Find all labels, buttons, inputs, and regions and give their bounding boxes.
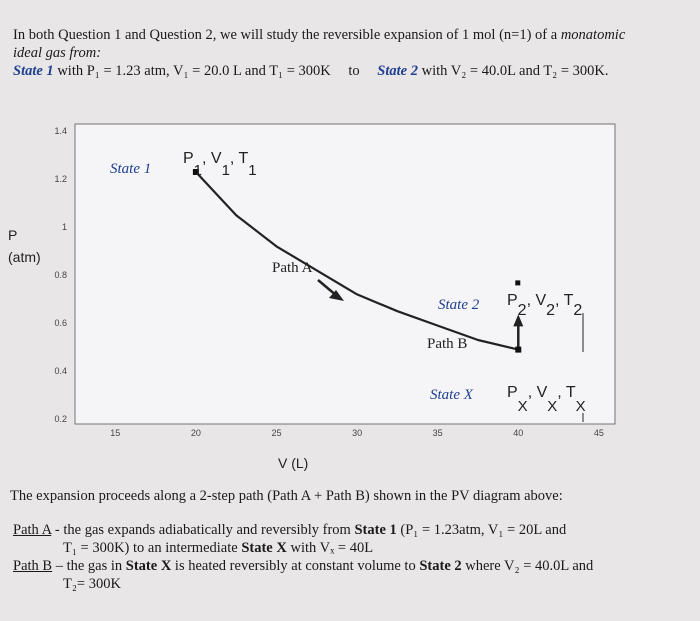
x-tick-label: 35 [432, 428, 443, 438]
path-b-desc-2: T₂= 300K [63, 576, 121, 592]
path-a-label: Path A [13, 522, 52, 538]
path-b-text: – the gas in [52, 558, 126, 574]
x-tick-label: 45 [593, 428, 604, 438]
statex-annotation: State X [430, 387, 473, 403]
y-tick-label: 1 [61, 222, 67, 233]
state2-annotation: State 2 [438, 297, 480, 313]
path-b-state2: State 2 [419, 558, 462, 574]
path-b-text3: where V₂ = 40.0L and [461, 558, 594, 574]
footer-line-1: The expansion proceeds along a 2-step path (Path A + Path B) shown in the PV diagram above: [10, 488, 563, 504]
path-a-state1: State 1 [354, 522, 397, 538]
x-tick-label: 30 [352, 428, 363, 438]
path-a-text: - the gas expands adiabatically and reversibly from [51, 522, 355, 538]
path-a-text2: (P₁ = 1.23atm, V₁ = 20L and [396, 522, 567, 538]
state1-heading: State 1 [13, 63, 54, 79]
path-b-statex: State X [125, 558, 172, 574]
p1v1t1-annotation: P1, V1, T1 [183, 150, 257, 179]
y-tick-label: 1.4 [54, 126, 67, 137]
x-tick-label: 25 [271, 428, 282, 438]
intro-line-2: ideal gas from: [13, 45, 102, 61]
y-tick-label: 0.4 [54, 366, 67, 377]
p2v2t2-annotation: P2, V2, T2 [507, 292, 583, 319]
x-tick-label: 20 [190, 428, 201, 438]
x-tick-label: 15 [110, 428, 121, 438]
path-a-desc [13, 522, 566, 539]
path-b-label: Path B [13, 558, 53, 574]
path-a-line2a: T₁ = 300K) to an intermediate [63, 540, 242, 556]
x-tick-label: 40 [513, 428, 524, 438]
state2-heading: State 2 [377, 63, 418, 79]
path-a-desc-2 [63, 540, 373, 557]
x-axis-label: V (L) [278, 455, 309, 471]
intro-line-1-text: In both Question 1 and Question 2, we will study the reversible expansion of 1 mol (n=1) of a [13, 27, 561, 43]
state1-annotation: State 1 [110, 161, 152, 177]
state2-desc: with V₂ = 40.0L and T₂ = 300K. [421, 63, 609, 79]
to-word: to [348, 63, 360, 79]
path-a-line2b: with Vₓ = 40L [286, 540, 374, 556]
path-b-text2: is heated reversibly at constant volume to [171, 558, 420, 574]
y-axis-label: P (atm) [8, 227, 41, 265]
path-a-annotation: Path A [272, 260, 313, 276]
path-b-annotation: Path B [427, 336, 468, 352]
state1-desc: with P₁ = 1.23 atm, V₁ = 20.0 L and T₁ = 300K [57, 63, 331, 79]
y-tick-label: 0.2 [54, 414, 67, 425]
path-b-desc [13, 558, 593, 575]
state2-marker [515, 280, 520, 285]
plot-area [75, 124, 615, 424]
pxvxtx-annotation: PX, VX, TX [507, 384, 586, 415]
y-tick-label: 0.8 [54, 270, 67, 281]
path-a-statex: State X [241, 540, 287, 556]
state-point-marker [515, 347, 521, 353]
y-tick-label: 0.6 [54, 318, 67, 329]
y-tick-label: 1.2 [54, 174, 67, 185]
intro-monatomic: monatomic [560, 27, 626, 43]
